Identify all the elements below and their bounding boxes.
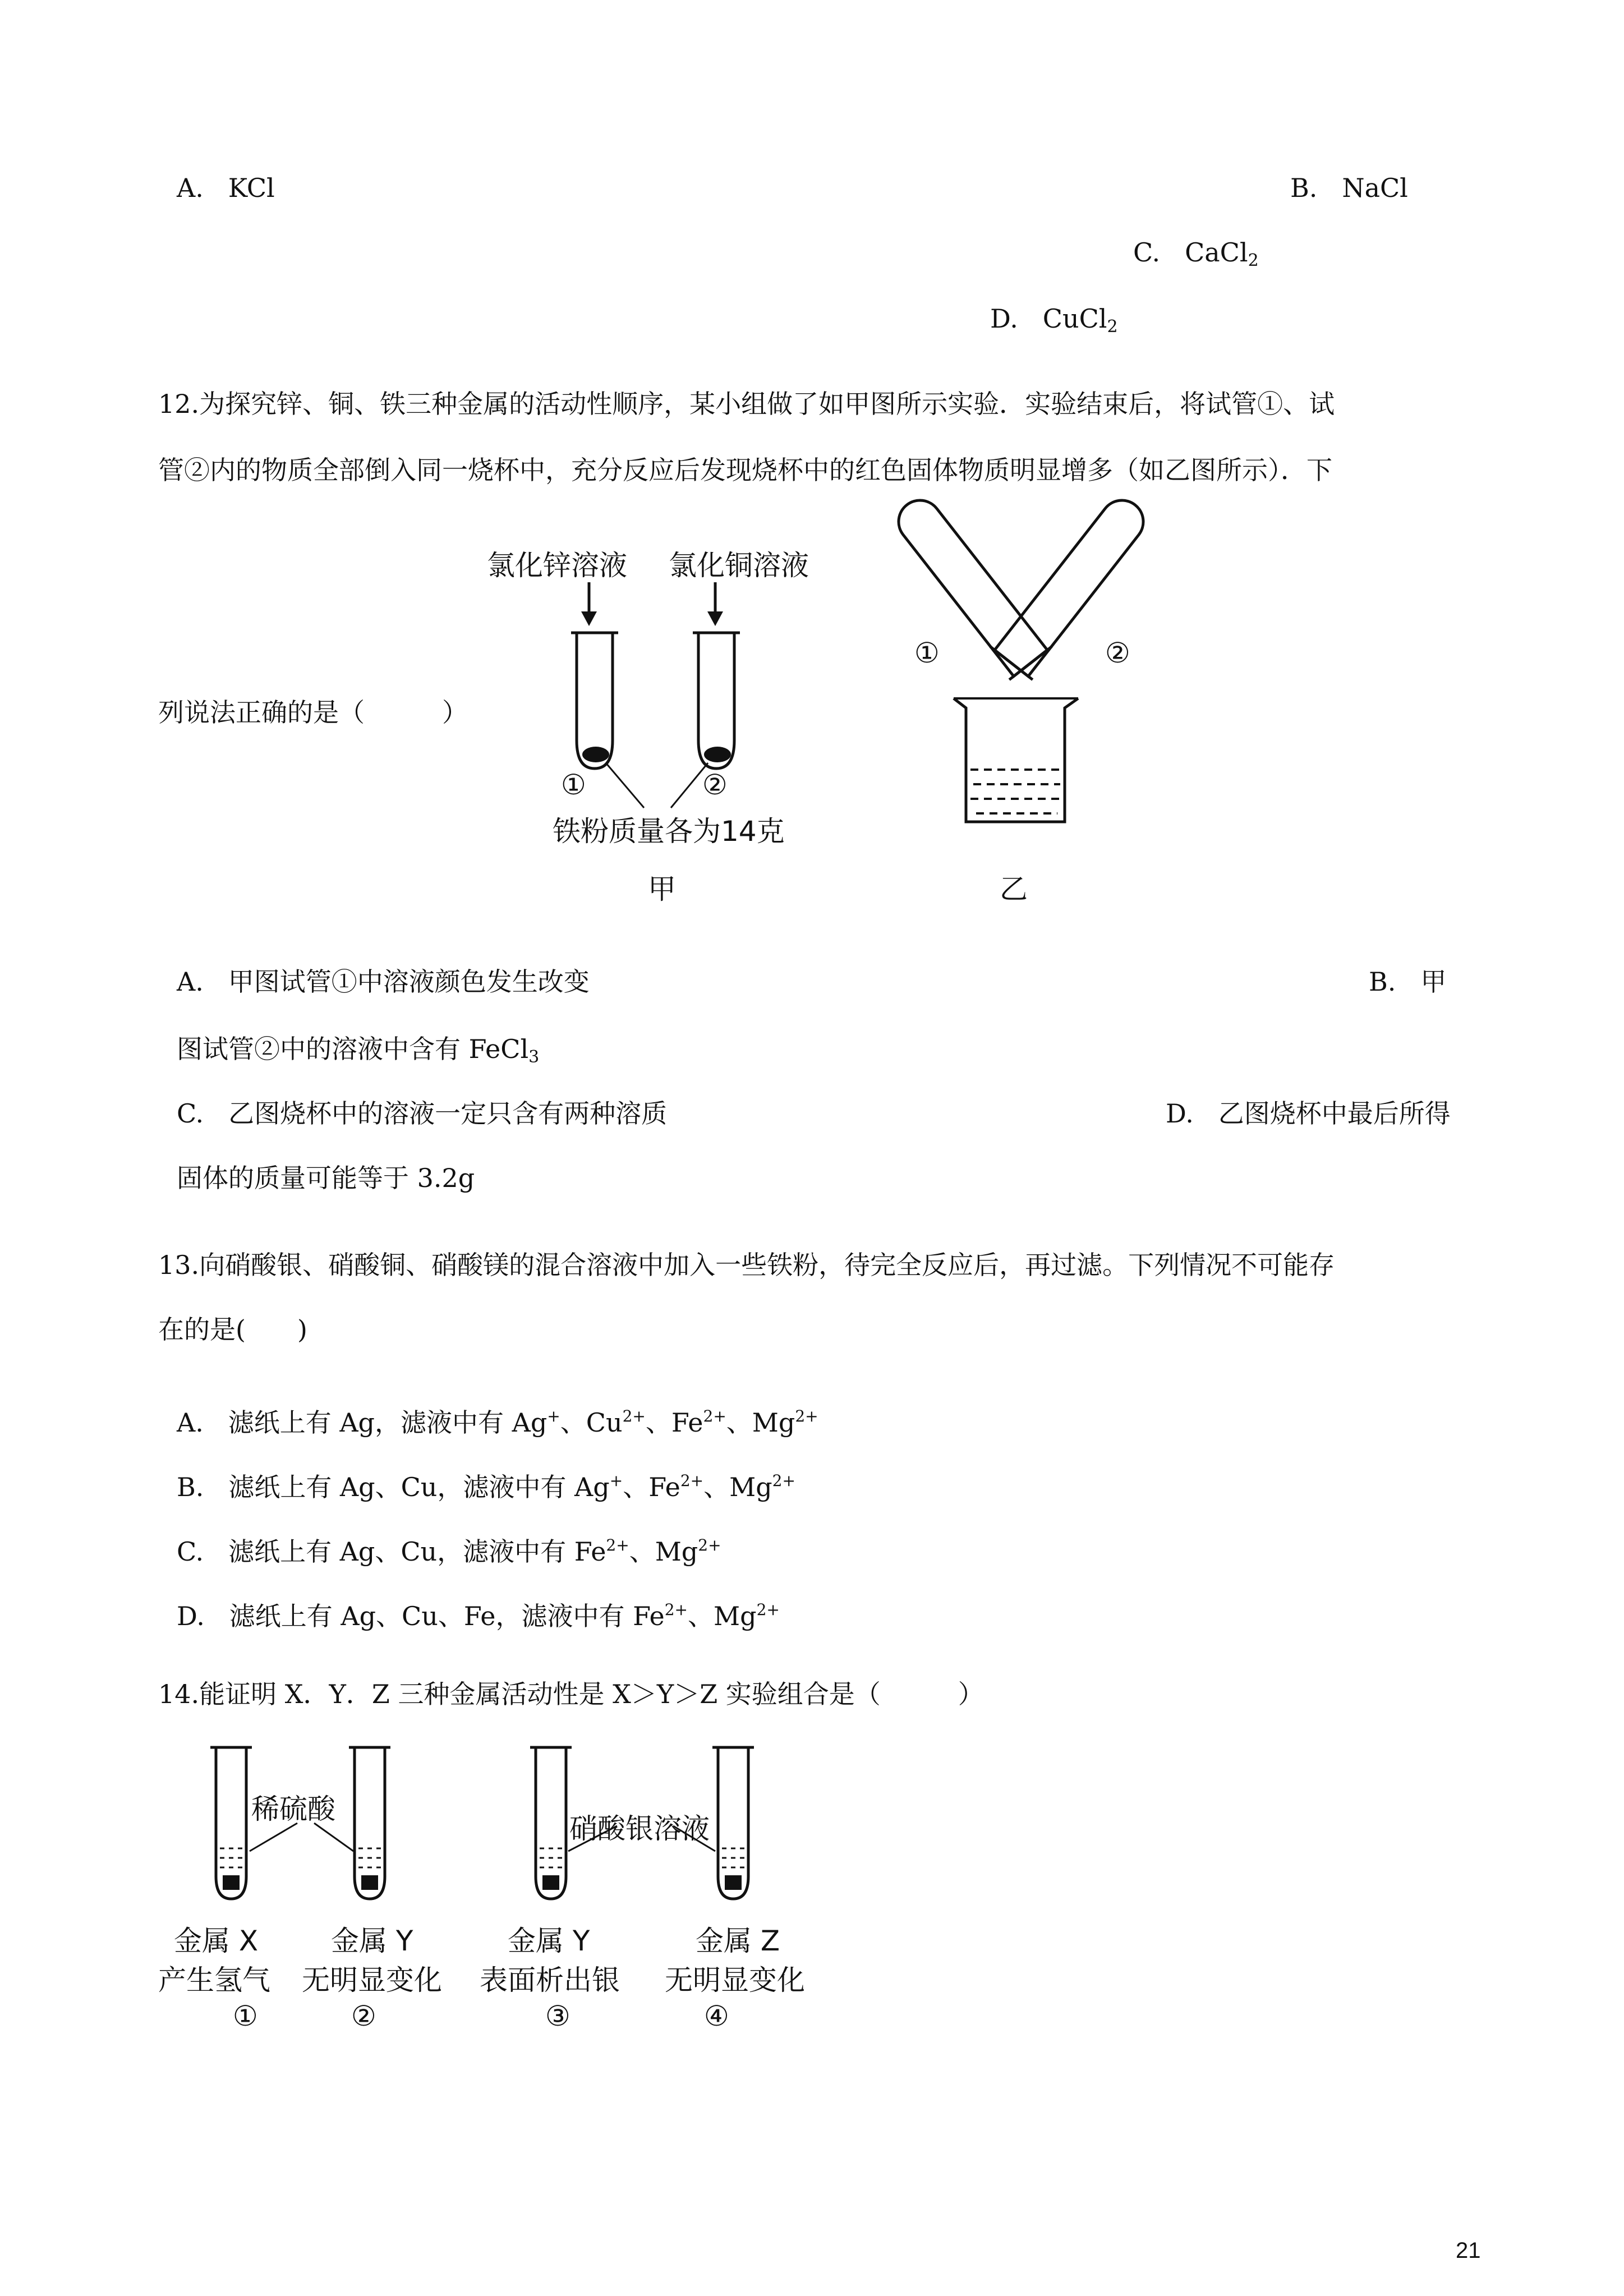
pour-tube-1-label: ①	[914, 637, 940, 669]
t3-number: ③	[545, 2000, 571, 2032]
q11-option-a: A. KCl	[177, 173, 275, 203]
t3-metal: 金属 Y	[508, 1925, 590, 1957]
tube-2-label: ②	[702, 769, 728, 801]
t1-number: ①	[233, 2000, 258, 2032]
q12-option-c: C. 乙图烧杯中的溶液一定只含有两种溶质	[177, 1098, 668, 1129]
q13-option-a: A. 滤纸上有 Ag，滤液中有 Ag+、$Cu^{2+}$、$Fe^{2+}$、$Mg^{2+}$	[177, 1407, 818, 1438]
t4-number: ④	[704, 2000, 729, 2032]
q13-stem-line2: 在的是( )	[158, 1314, 307, 1345]
t3-result: 表面析出银	[480, 1964, 620, 1996]
q12-stem-line2: 管②内的物质全部倒入同一烧杯中，充分反应后发现烧杯中的红色固体物质明显增多（如乙图所示）．下	[158, 455, 1332, 485]
cucl-solution-label: 氯化铜溶液	[669, 549, 809, 582]
q12-option-a: A. 甲图试管①中溶液颜色发生改变	[177, 967, 590, 997]
q13-stem-line1: 13.向硝酸银、硝酸铜、硝酸镁的混合溶液中加入一些铁粉，待完全反应后，再过滤。下列情况不可能存	[158, 1250, 1335, 1280]
t2-metal: 金属 Y	[331, 1925, 413, 1957]
q11-option-c: C. CaCl$_2$	[1133, 237, 1259, 270]
t2-number: ②	[351, 2000, 376, 2032]
t4-metal: 金属 Z	[696, 1925, 780, 1957]
q14-stem: 14.能证明 X．Y．Z 三种金属活动性是 X＞Y＞Z 实验组合是（ ）	[158, 1679, 984, 1709]
page-number: 21	[1456, 2238, 1481, 2263]
silver-nitrate-label: 硝酸银溶液	[569, 1812, 710, 1845]
q12-option-d-line1: D. 乙图烧杯中最后所得	[1166, 1098, 1451, 1129]
q12-stem-line3: 列说法正确的是（ ）	[158, 697, 468, 728]
t4-result: 无明显变化	[665, 1964, 805, 1996]
figure-yi-caption: 乙	[1000, 873, 1028, 905]
q12-option-b-line1: B. 甲	[1369, 967, 1447, 997]
q13-option-c: C. 滤纸上有 Ag、Cu，滤液中有 $Fe^{2+}$、$Mg^{2+}$	[177, 1536, 721, 1567]
t1-result: 产生氢气	[158, 1964, 270, 1996]
zncl-solution-label: 氯化锌溶液	[487, 549, 627, 582]
q13-option-d: D. 滤纸上有 Ag、Cu、Fe，滤液中有 $Fe^{2+}$、$Mg^{2+}$	[177, 1600, 780, 1631]
q12-option-b-line2: 图试管②中的溶液中含有 FeCl$_3$	[177, 1034, 540, 1067]
iron-powder-note: 铁粉质量各为14克	[553, 815, 785, 848]
q11-option-d: D. CuCl$_2$	[990, 303, 1118, 337]
tube-1-label: ①	[561, 769, 586, 801]
q11-option-b: B. NaCl	[1290, 173, 1408, 203]
pour-tube-2-label: ②	[1105, 637, 1130, 669]
q12-stem-line1: 12.为探究锌、铜、铁三种金属的活动性顺序，某小组做了如甲图所示实验．实验结束后，将试管①、试	[158, 389, 1335, 419]
dilute-sulfuric-acid-label: 稀硫酸	[251, 1793, 335, 1825]
figure-jia-caption: 甲	[648, 873, 676, 905]
t2-result: 无明显变化	[302, 1964, 442, 1996]
t1-metal: 金属 X	[174, 1925, 259, 1957]
q13-option-b: B. 滤纸上有 Ag、Cu，滤液中有 Ag+、$Fe^{2+}$、$Mg^{2+}$	[177, 1471, 795, 1502]
q12-option-d-line2: 固体的质量可能等于 3.2g	[177, 1163, 475, 1193]
